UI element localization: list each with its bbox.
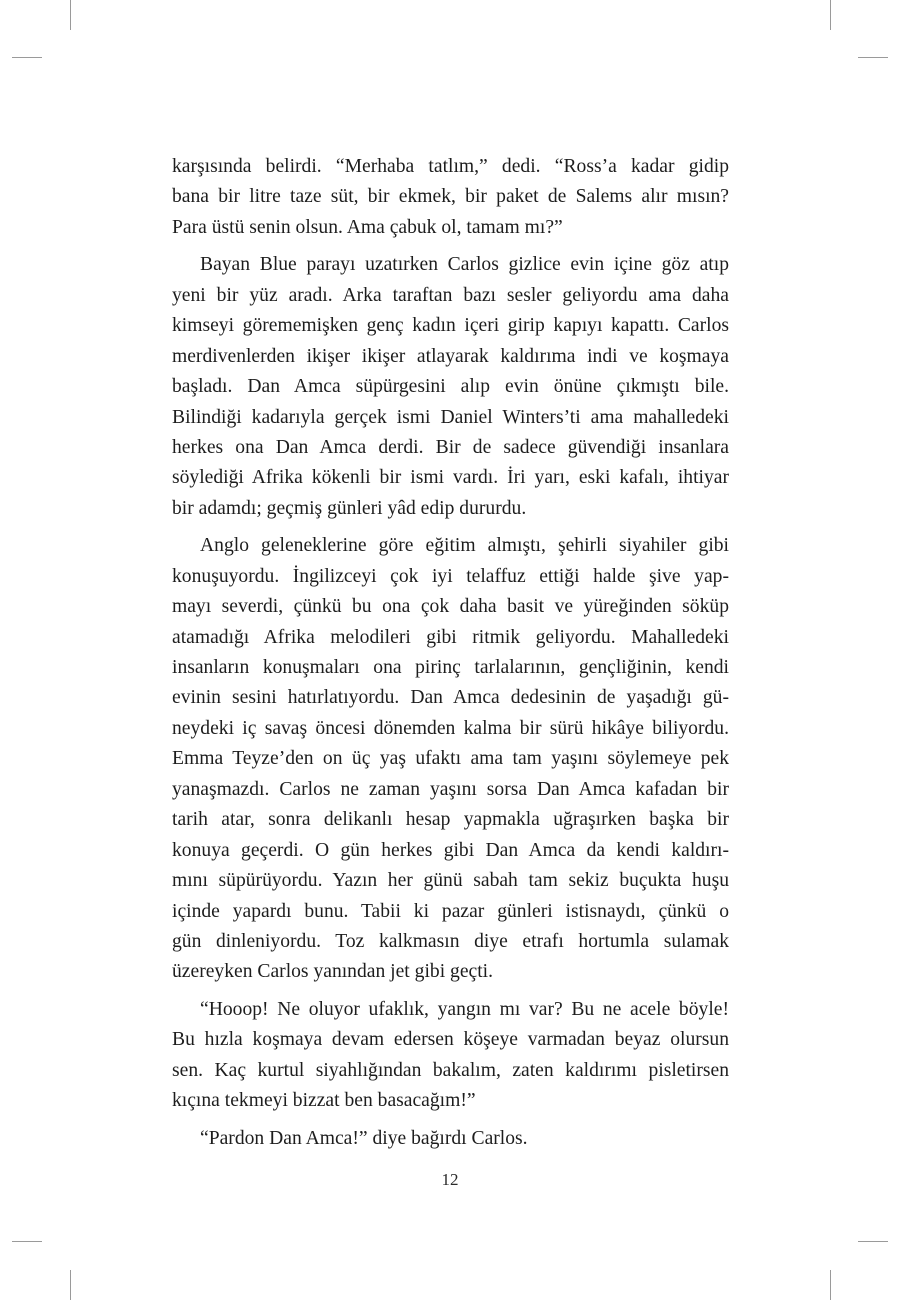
text-line: herkes ona Dan Amca derdi. Bir de sadece güvendiği insanlara — [172, 436, 729, 458]
crop-mark-top-right-vertical — [830, 0, 831, 30]
text-line: konuşuyordu. İngilizceyi çok iyi telaffuz ettiği halde şive yap- — [172, 565, 729, 587]
crop-mark-bottom-left-vertical — [70, 1270, 71, 1300]
text-line: mını süpürüyordu. Yazın her günü sabah tam sekiz buçukta huşu — [172, 870, 729, 892]
text-line: bana bir litre taze süt, bir ekmek, bir paket de Salems alır mısın? — [172, 186, 729, 208]
crop-mark-top-left-vertical — [70, 0, 71, 30]
text-line: atamadığı Afrika melodileri gibi ritmik geliyordu. Mahalledeki — [172, 626, 729, 648]
paragraph-gap — [172, 988, 729, 995]
text-line: sen. Kaç kurtul siyahlığından bakalım, zaten kaldırımı pisletirsen — [172, 1059, 729, 1081]
crop-mark-bottom-left-horizontal — [12, 1241, 42, 1242]
text-line: gün dinleniyordu. Toz kalkmasın diye etrafı hortumla sulamak — [172, 930, 729, 952]
text-line: evinin sesini hatırlatıyordu. Dan Amca dedesinin de yaşadığı gü- — [172, 687, 729, 709]
text-line: neydeki iç savaş öncesi dönemden kalma bir sürü hikâye biliyordu. — [172, 717, 729, 739]
text-line: yeni bir yüz aradı. Arka taraftan bazı sesler geliyordu ama daha — [172, 284, 729, 306]
text-line: Bayan Blue parayı uzatırken Carlos gizlice evin içine göz atıp — [200, 254, 729, 276]
page-number: 12 — [441, 1170, 459, 1189]
crop-mark-bottom-right-horizontal — [858, 1241, 888, 1242]
text-line: kıçına tekmeyi bizzat ben basacağım!” — [172, 1090, 476, 1112]
text-line: tarih atar, sonra delikanlı hesap yapmakla uğraşırken başka bir — [172, 809, 729, 831]
crop-mark-bottom-right-vertical — [830, 1270, 831, 1300]
text-line: Bilindiği kadarıyla gerçek ismi Daniel Winters’ti ama mahalledeki — [172, 406, 729, 428]
text-line: karşısında belirdi. “Merhaba tatlım,” dedi. “Ross’a kadar gidip — [172, 156, 729, 177]
text-line: Emma Teyze’den on üç yaş ufaktı ama tam yaşını söylemeye pek — [172, 748, 729, 770]
text-line: başladı. Dan Amca süpürgesini alıp evin önüne çıkmıştı bile. — [172, 376, 729, 398]
text-line: bir adamdı; geçmiş günleri yâd edip dururdu. — [172, 497, 527, 519]
text-line: mayı severdi, çünkü bu ona çok daha basit ve yüreğinden söküp — [172, 596, 729, 618]
text-line: söylediği Afrika kökenli bir ismi vardı. İri yarı, eski kafalı, ihtiyar — [172, 467, 729, 489]
text-line: “Pardon Dan Amca!” diye bağırdı Carlos. — [200, 1127, 528, 1149]
text-line: merdivenlerden ikişer ikişer atlayarak kaldırıma indi ve koşmaya — [172, 345, 729, 367]
text-line: yanaşmazdı. Carlos ne zaman yaşını sorsa Dan Amca kafadan bir — [172, 778, 729, 800]
paragraph — [172, 1124, 729, 1154]
paragraph-gap — [172, 1117, 729, 1124]
body-text — [172, 152, 729, 1154]
crop-mark-top-right-horizontal — [858, 57, 888, 58]
text-line: Bu hızla koşmaya devam edersen köşeye varmadan beyaz olursun — [172, 1029, 729, 1051]
text-line: üzereyken Carlos yanından jet gibi geçti. — [172, 961, 494, 983]
text-line: Anglo geleneklerine göre eğitim almıştı, şehirli siyahiler gibi — [200, 535, 729, 557]
crop-mark-top-left-horizontal — [12, 57, 42, 58]
text-line: konuya geçerdi. O gün herkes gibi Dan Amca da kendi kaldırı- — [172, 839, 729, 861]
text-line: içinde yapardı bunu. Tabii ki pazar günleri istisnaydı, çünkü o — [172, 900, 729, 922]
text-line: kimseyi görememişken genç kadın içeri girip kapıyı kapattı. Carlos — [172, 315, 729, 337]
text-line: insanların konuşmaları ona pirinç tarlalarının, gençliğinin, kendi — [172, 657, 729, 678]
paragraph — [172, 531, 729, 988]
paragraph-gap — [172, 243, 729, 250]
paragraph — [172, 995, 729, 1117]
paragraph — [172, 250, 729, 524]
text-line: “Hooop! Ne oluyor ufaklık, yangın mı var? Bu ne acele böyle! — [200, 998, 729, 1020]
paragraph — [172, 152, 729, 243]
text-line: Para üstü senin olsun. Ama çabuk ol, tamam mı?” — [172, 216, 563, 238]
paragraph-gap — [172, 524, 729, 531]
